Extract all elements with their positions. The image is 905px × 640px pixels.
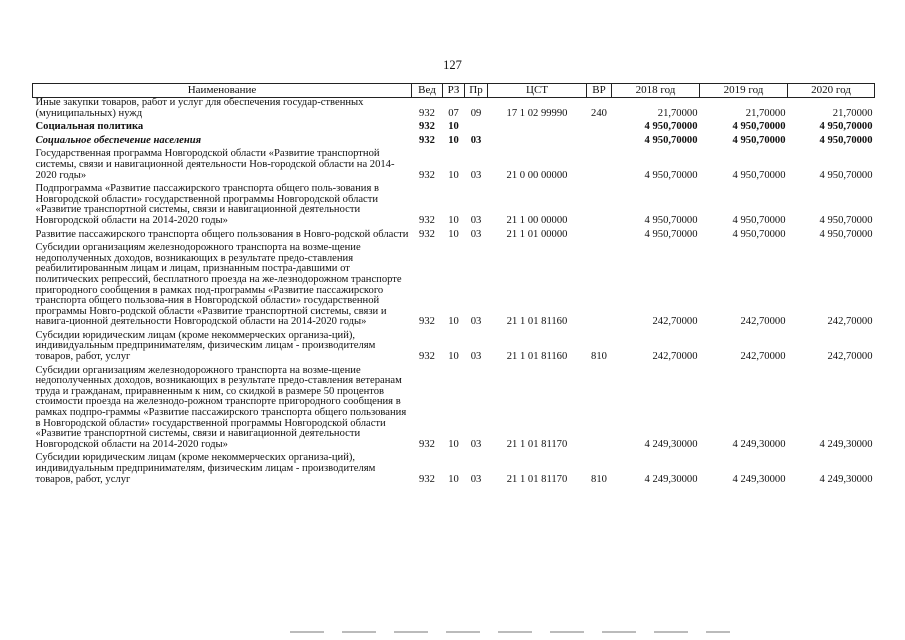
row-ved: 932: [419, 107, 435, 119]
row-2018: 4 950,70000: [644, 169, 698, 181]
row-name: Подпрограмма «Развитие пассажирского транспорта общего поль-зования в Новгородской области» государственной программы Новгородской области «Развитие транспортной системы, связи и навигационной деятельности Новгородской области на 2014-2020 годы»: [35, 183, 379, 226]
row-rz: 10: [448, 121, 459, 133]
table-row: [33, 243, 875, 331]
row-rz: 10: [448, 473, 459, 485]
row-name: Субсидии юридическим лицам (кроме некоммерческих организа-ций), индивидуальным предпринимателям, физическим лицам - производителям товаров, работ, услуг: [35, 329, 376, 363]
row-2020: 4 950,70000: [819, 134, 873, 146]
row-ved: 932: [419, 473, 435, 485]
row-cst: 21 0 00 00000: [506, 169, 568, 181]
row-2018: 4 950,70000: [644, 228, 698, 240]
row-2019: 4 950,70000: [732, 169, 786, 181]
row-vr: [587, 230, 612, 244]
row-2019: 4 950,70000: [732, 134, 786, 146]
row-vr: 240: [591, 107, 607, 119]
header-rz: РЗ: [443, 84, 465, 98]
row-2019: 4 950,70000: [732, 121, 786, 133]
row-2020: 4 249,30000: [819, 473, 873, 485]
row-vr: [587, 366, 612, 454]
row-rz: 10: [448, 134, 459, 146]
row-2018: 4 950,70000: [644, 121, 698, 133]
row-pr: 03: [470, 351, 482, 363]
row-ved: 932: [419, 214, 435, 226]
row-ved: 932: [419, 228, 435, 240]
table-row: [33, 136, 875, 150]
table-row: [33, 98, 875, 123]
row-cst: 21 1 01 81160: [506, 316, 568, 328]
row-pr: 03: [470, 473, 482, 485]
row-2018: 4 950,70000: [644, 214, 698, 226]
row-2018: 4 249,30000: [644, 438, 698, 450]
row-ved: 932: [419, 438, 435, 450]
row-pr: 03: [470, 134, 482, 146]
header-name: Наименование: [33, 84, 412, 98]
row-cst: [488, 136, 587, 150]
row-cst: 21 1 01 00000: [506, 228, 568, 240]
row-vr: 810: [591, 473, 607, 485]
row-ved: 932: [419, 351, 435, 363]
row-rz: 10: [448, 351, 459, 363]
row-cst: [488, 122, 587, 136]
row-ved: 932: [419, 169, 435, 181]
row-2019: 242,70000: [740, 351, 786, 363]
table-row: [33, 184, 875, 229]
header-cst: ЦСТ: [488, 84, 587, 98]
row-2020: 21,70000: [832, 107, 873, 119]
table-header-row: [33, 84, 875, 98]
row-cst: 21 1 01 81170: [506, 438, 568, 450]
row-2019: 4 950,70000: [732, 228, 786, 240]
row-2020: 4 950,70000: [819, 121, 873, 133]
header-2019: 2019 год: [700, 84, 788, 98]
table-row: [33, 149, 875, 184]
row-pr: 03: [470, 316, 482, 328]
table-row: [33, 230, 875, 244]
row-name: Иные закупки товаров, работ и услуг для обеспечения государ-ственных (муниципальных) нужд: [35, 97, 364, 119]
row-pr: 03: [470, 214, 482, 226]
row-2019: 4 249,30000: [732, 438, 786, 450]
row-vr: [587, 243, 612, 331]
header-ved: Вед: [412, 84, 443, 98]
row-vr: [587, 136, 612, 150]
row-name: Развитие пассажирского транспорта общего пользования в Новго-родской области: [35, 228, 409, 240]
table-body: [33, 98, 875, 489]
header-2018: 2018 год: [612, 84, 700, 98]
row-ved: 932: [419, 316, 435, 328]
row-rz: 10: [448, 228, 459, 240]
row-2019: 242,70000: [740, 316, 786, 328]
row-rz: 10: [448, 316, 459, 328]
row-pr: 03: [470, 228, 482, 240]
row-2020: 4 950,70000: [819, 169, 873, 181]
row-ved: 932: [419, 121, 435, 133]
row-vr: [587, 184, 612, 229]
budget-table: [32, 83, 875, 488]
row-2018: 21,70000: [657, 107, 698, 119]
row-pr: 03: [470, 438, 482, 450]
row-pr: 03: [470, 169, 482, 181]
page-number: 127: [443, 58, 462, 72]
row-vr: [587, 149, 612, 184]
row-name: Социальное обеспечение населения: [35, 134, 202, 146]
row-2020: 242,70000: [827, 351, 873, 363]
row-rz: 10: [448, 438, 459, 450]
header-2020: 2020 год: [788, 84, 875, 98]
row-name: Социальная политика: [35, 121, 144, 133]
row-2019: 4 249,30000: [732, 473, 786, 485]
table-row: [33, 331, 875, 366]
row-2018: 242,70000: [652, 316, 698, 328]
row-cst: 21 1 01 81160: [506, 351, 568, 363]
row-pr: 09: [470, 107, 482, 119]
row-2019: 4 950,70000: [732, 214, 786, 226]
row-2020: 242,70000: [827, 316, 873, 328]
header-pr: Пр: [465, 84, 488, 98]
row-name: Государственная программа Новгородской области «Развитие транспортной системы, связи и навигационной деятельности Нов-городской области на 2014-2020 годы»: [35, 148, 395, 181]
row-vr: 810: [591, 351, 607, 363]
row-vr: [587, 122, 612, 136]
row-2020: 4 249,30000: [819, 438, 873, 450]
row-pr: [465, 122, 488, 136]
row-rz: 10: [448, 169, 459, 181]
header-vr: ВР: [587, 84, 612, 98]
row-name: Субсидии юридическим лицам (кроме некоммерческих организа-ций), индивидуальным предпринимателям, физическим лицам - производителям товаров, работ, услуг: [35, 452, 376, 485]
row-cst: 21 1 00 00000: [506, 214, 568, 226]
table-row: [33, 453, 875, 488]
row-2018: 4 249,30000: [644, 473, 698, 485]
bottom-scan-dashes: [290, 631, 730, 633]
row-2018: 4 950,70000: [644, 134, 698, 146]
row-ved: 932: [419, 134, 435, 146]
row-2019: 21,70000: [745, 107, 786, 119]
table-row: [33, 122, 875, 136]
table-row: [33, 366, 875, 454]
row-name: Субсидии организациям железнодорожного транспорта на возме-щение недополученных доходов, возникающих в результате предо-ставления реабилитированным лицам и лицам, признанным постра-давшими от политических репрессий, бесплатного проезда на же-лезнодорожном транспорте пригородного сообщения в рамках под-программы «Развитие пассажирского транспорта общего пользова-ния в Новгородской области» государственной программы Новго-родской области «Развитие транспортной системы, связи и навига-ционной деятельности Новгородской области на 2014-2020 годы»: [35, 242, 402, 328]
row-rz: 10: [448, 214, 459, 226]
row-name: Субсидии организациям железнодорожного транспорта на возме-щение недополученных доходов, возникающих в результате предо-ставления ветеранам труда и гражданам, приравненным к ним, со скидкой в размере 50 процентов стоимости проезда на железнодо-рожном транспорте пригородного сообщения в рамках подпро-граммы «Развитие пассажирского транспорта общего пользования в Новгородской области» государственной программы Новгородской области «Развитие транспортной системы, связи и навигационной деятельности Новгородской области на 2014-2020 годы»: [35, 364, 407, 450]
row-2020: 4 950,70000: [819, 228, 873, 240]
row-2020: 4 950,70000: [819, 214, 873, 226]
row-cst: 17 1 02 99990: [506, 107, 568, 119]
row-rz: 07: [448, 107, 459, 119]
row-2018: 242,70000: [652, 351, 698, 363]
row-cst: 21 1 01 81170: [506, 473, 568, 485]
